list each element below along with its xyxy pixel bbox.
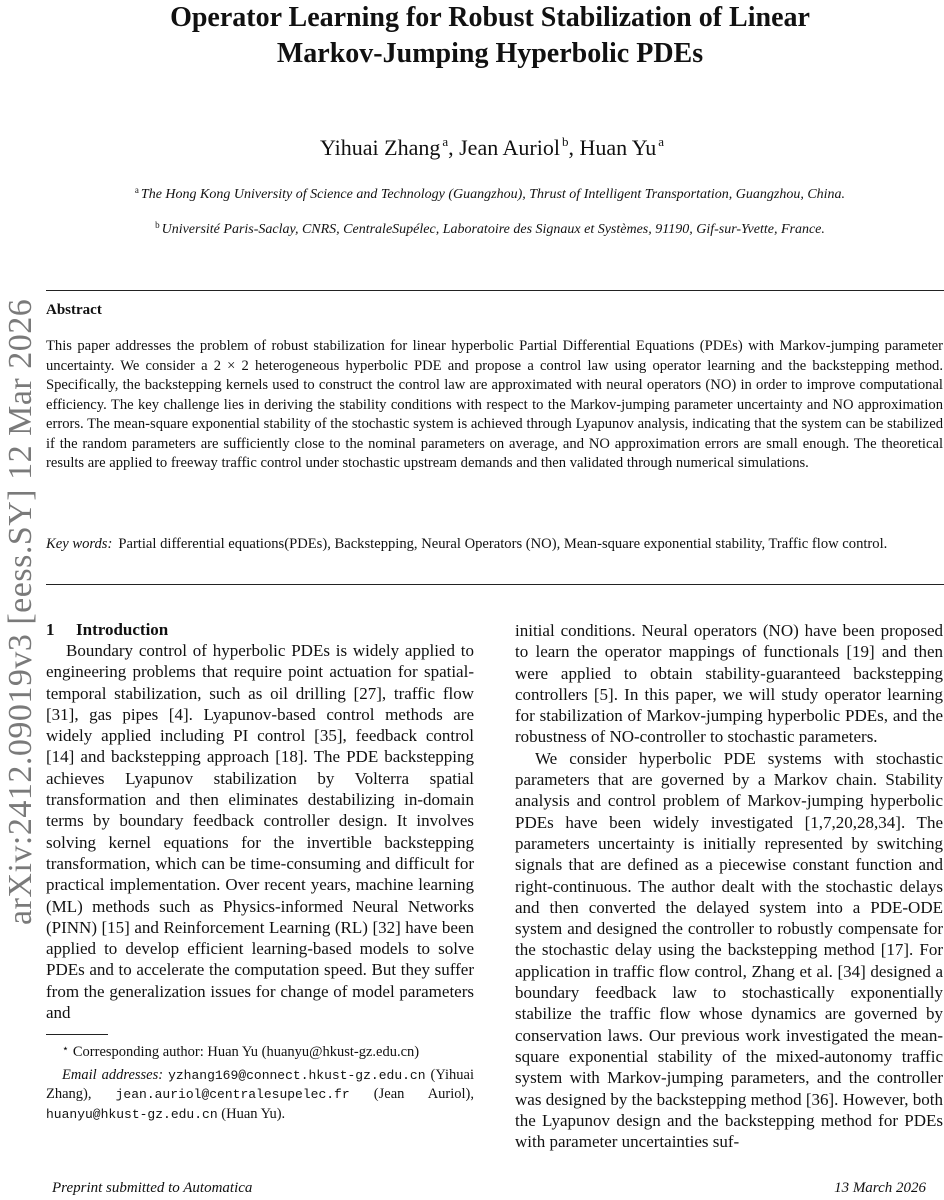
- email-link-yu[interactable]: huanyu@hkust-gz.edu.cn: [46, 1106, 218, 1122]
- section-number: 1: [46, 620, 55, 639]
- intro-paragraph-1-continued: initial conditions. Neural operators (NO) have been proposed to learn the operator mappings of functionals [19] and then were applied to obtain stability-guaranteed backstepping controllers [5]. In this paper, we will study operator learning for stabilization of Markov-jumping hyperbolic PDEs, and the robustness of NO-controller to stochastic parameters.: [515, 621, 943, 747]
- section-title: Introduction: [76, 620, 169, 639]
- author-3: Huan Yu $^a$: [579, 134, 665, 160]
- email-link-auriol[interactable]: jean.auriol@centralesupelec.fr: [115, 1087, 350, 1102]
- author-2-affil-mark: b: [561, 134, 569, 149]
- keywords: [46, 535, 943, 554]
- author-1: Yihuai Zhang $^a$: [319, 134, 449, 160]
- abstract-top-rule: [46, 290, 944, 291]
- footnotes: [46, 1040, 474, 1128]
- title-line-2: Markov-Jumping Hyperbolic PDEs: [276, 38, 704, 69]
- footnote-rule: [46, 1034, 108, 1035]
- title-line-1: Operator Learning for Robust Stabilization of Linear: [170, 2, 810, 33]
- corresponding-mark: ⋆: [62, 1043, 69, 1055]
- left-column: [46, 619, 474, 1023]
- email-link-zhang[interactable]: yzhang169@connect.hkust-gz.edu.cn: [168, 1067, 426, 1083]
- footer-preprint: Preprint submitted to Automatica: [52, 1180, 253, 1196]
- affiliation-b-mark: b: [155, 220, 160, 230]
- affiliation-b: [40, 220, 940, 238]
- author-2: Jean Auriol $^b$: [459, 134, 569, 160]
- author-list: Yihuai Zhang $^a$, Jean Auriol $^b$, Huan Yu $^a$: [319, 134, 665, 160]
- section-heading-introduction: [46, 619, 474, 640]
- email-label: Email addresses:: [62, 1066, 164, 1083]
- arxiv-stamp: arXiv:2412.09019v3 [eess.SY] 12 Mar 2026: [2, 298, 39, 925]
- paper-title: [80, 0, 900, 72]
- abstract-bottom-rule: [46, 584, 944, 585]
- footer-date: 13 March 2026: [834, 1180, 926, 1196]
- affiliation-a: [40, 185, 940, 203]
- affiliation-a-mark: a: [134, 185, 139, 195]
- affiliation-a-text: The Hong Kong University of Science and Technology (Guangzhou), Thrust of Intelligent Transportation, Guangzhou, China.: [140, 187, 846, 202]
- abstract-body: This paper addresses the problem of robust stabilization for linear hyperbolic Partial Differential Equations (PDEs) with Markov-jumping parameter uncertainty. We consider a 2 × 2 heterogeneous hyperbolic PDE and propose a control law using operator learning and the backstepping method. Specifically, the backstepping kernels used to construct the control law are approximated with neural operators (NO) in order to improve computational efficiency. The key challenge lies in deriving the stability conditions with respect to the Markov-jumping parameter uncertainty and NO approximation errors. The mean-square exponential stability of the stochastic system is achieved through Lyapunov analysis, indicating that the system can be stabilized if the random parameters are sufficiently close to the nominal parameters on average, and NO approximation errors are small enough. The theoretical results are applied to freeway traffic control under stochastic upstream demands and then validated through numerical simulations.: [46, 338, 943, 471]
- keywords-text: Partial differential equations(PDEs), Backstepping, Neural Operators (NO), Mean-square exponential stability, Traffic flow control.: [118, 536, 888, 552]
- corresponding-author-note: ⋆ Corresponding author: Huan Yu (huanyu@hkust-gz.edu.cn): [62, 1043, 420, 1060]
- author-3-affil-mark: a: [658, 134, 665, 149]
- author-1-affil-mark: a: [442, 134, 449, 149]
- abstract-heading: Abstract: [46, 302, 102, 318]
- intro-paragraph-1: Boundary control of hyperbolic PDEs is widely applied to engineering problems that require point actuation for spatial-temporal stabilization, such as oil drilling [27], traffic flow [31], gas pipes [4]. Lyapunov-based control methods are widely applied including PI control [35], feedback control [14] and backstepping approach [18]. The PDE backstepping achieves Lyapunov stabilization by Volterra spatial transformation and then eliminates destabilizing in-domain terms by boundary feedback controller design. It involves solving kernel equations for the invertible backstepping transformation, which can be time-consuming and difficult for practical implementation. Over recent years, machine learning (ML) methods such as Physics-informed Neural Networks (PINN) [15] and Reinforcement Learning (RL) [32] have been applied to develop efficient learning-based models to solve PDEs and to accelerate the computation speed. But they suffer from the generalization issues for change of model parameters and: [46, 641, 474, 1023]
- affiliation-b-text: Université Paris-Saclay, CNRS, CentraleSupélec, Laboratoire des Signaux et Systèmes, 91190, Gif-sur-Yvette, France.: [161, 222, 825, 237]
- keywords-label: Key words:: [46, 536, 113, 552]
- right-column: [515, 620, 943, 1152]
- intro-paragraph-2: We consider hyperbolic PDE systems with stochastic parameters that are governed by a Markov chain. Stability analysis and control problem of Markov-jumping hyperbolic PDEs have been widely investigated [1,7,20,28,34]. The parameters uncertainty is initially represented by switching signals that are defined as a piecewise constant function and right-continuous. The author dealt with the stochastic delays and then converted the delayed system into a PDE-ODE system and designed the controller to robustly compensate for the stochastic delay using the backstepping method [17]. For application in traffic flow control, Zhang et al. [34] designed a boundary feedback law to stochastically exponentially stabilize the traffic flow whose dynamics are governed by conservation laws. Our previous work investigated the mean-square exponential stability of the mixed-autonomy traffic system with Markov-jumping parameters, and the controller was designed by the backstepping method [36]. However, both the Lyapunov design and the backstepping method for PDEs with parameter uncertainties suf-: [515, 748, 943, 1152]
- email-addresses-note: Email addresses: yzhang169@connect.hkust-gz.edu.cn (Yihuai Zhang), jean.auriol@centralesupelec.fr (Jean Auriol), huanyu@hkust-gz.edu.cn (Huan Yu).: [46, 1066, 475, 1122]
